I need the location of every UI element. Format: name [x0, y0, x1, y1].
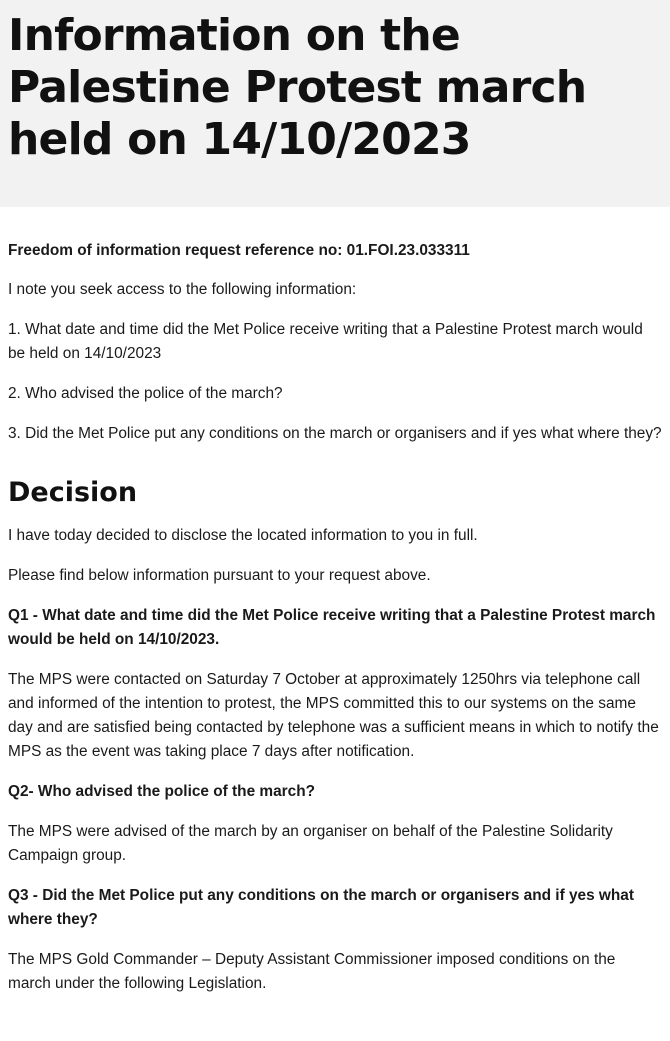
answer-question-3: Q3 - Did the Met Police put any conditions on the march or organisers and if yes what where they?	[8, 887, 634, 928]
answer-text-2: The MPS were advised of the march by an organiser on behalf of the Palestine Solidarity Campaign group.	[8, 823, 613, 864]
answer-text-1: The MPS were contacted on Saturday 7 October at approximately 1250hrs via telephone call and informed of the intention to protest, the MPS committed this to our systems on the same day and are satisfied being contacted by telephone was a sufficient means in which to notify the MPS as the event was taking place 7 days after notification.	[8, 671, 659, 760]
page-title: Information on the Palestine Protest march held on 14/10/2023	[8, 10, 587, 165]
title-band	[0, 0, 670, 207]
answer-question-1: Q1 - What date and time did the Met Police receive writing that a Palestine Protest march would be held on 14/10/2023.	[8, 607, 656, 648]
request-intro: I note you seek access to the following information:	[8, 281, 357, 298]
decision-heading: Decision	[8, 477, 138, 508]
request-question-3: 3. Did the Met Police put any conditions on the march or organisers and if yes what where they?	[8, 425, 662, 442]
main-content	[0, 207, 670, 996]
request-question-2: 2. Who advised the police of the march?	[8, 385, 283, 402]
decision-paragraph: I have today decided to disclose the located information to you in full.	[8, 527, 478, 544]
decision-paragraph: Please find below information pursuant to your request above.	[8, 567, 431, 584]
answer-question-2: Q2- Who advised the police of the march?	[8, 783, 316, 800]
request-question-1: 1. What date and time did the Met Police receive writing that a Palestine Protest march would be held on 14/10/2023	[8, 321, 643, 362]
foi-reference: Freedom of information request reference no: 01.FOI.23.033311	[8, 242, 470, 259]
answer-text-3: The MPS Gold Commander – Deputy Assistant Commissioner imposed conditions on the march under the following Legislation.	[8, 951, 616, 992]
